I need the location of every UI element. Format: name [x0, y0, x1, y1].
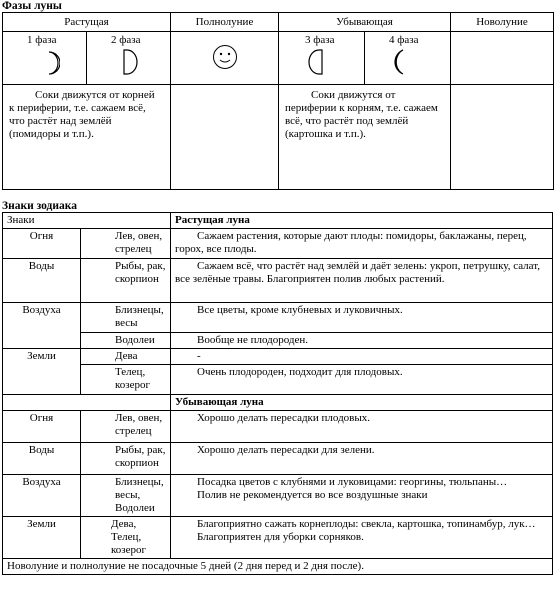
moon-phases-table [2, 12, 554, 190]
signs-fire-waning: Лев, овен, стрелец [81, 411, 171, 443]
element-water: Воды [3, 259, 81, 303]
phase-3-cell [279, 32, 365, 85]
advice-water-waning: Хорошо делать пересадки для зелени. [171, 443, 553, 475]
header-waning: Убывающая [279, 13, 451, 32]
advice-earth-waning-a: Благоприятно сажать корнеплоды: свекла, картошка, топинамбур, лук… [197, 518, 536, 530]
advice-earth-waning [171, 517, 553, 559]
element-earth-waning: Земли [3, 517, 81, 559]
footer-note: Новолуние и полнолуние не посадочные 5 дней (2 дня перед и 2 дня после). [3, 559, 553, 575]
advice-air-waning-b: Полив не рекомендуется во все воздушные знаки [197, 489, 428, 501]
signs-fire: Лев, овен, стрелец [81, 229, 171, 259]
new-moon-cell [451, 32, 554, 85]
smiley-full-moon-icon [212, 44, 238, 70]
waning-description [279, 85, 451, 190]
phase-2-cell [87, 32, 171, 85]
zodiac-title: Знаки зодиака [2, 200, 77, 212]
zodiac-table [2, 212, 553, 575]
waxing-moon-header: Растущая луна [171, 213, 553, 229]
signs-water: Рыбы, рак, скорпион [81, 259, 171, 303]
element-air: Воздуха [3, 303, 81, 349]
signs-air-waning-b: Водолеи [115, 502, 155, 514]
waning-spacer [3, 395, 171, 411]
waxing-text-line-1: Соки движутся от корней [35, 89, 155, 101]
element-air-waning: Воздуха [3, 475, 81, 517]
element-fire: Огня [3, 229, 81, 259]
advice-air-waxing-1: Все цветы, кроме клубневых и луковичных. [171, 303, 553, 333]
element-water-waning: Воды [3, 443, 81, 475]
signs-header: Знаки [3, 213, 171, 229]
full-moon-cell [171, 32, 279, 85]
waning-text-line-2: периферии к корням, т.е. сажаем всё, что растёт под землёй (картошка и т.п.). [285, 102, 438, 140]
advice-earth-waning-b: Благоприятен для уборки сорняков. [197, 531, 364, 543]
advice-fire-waxing: Сажаем растения, которые дают плоды: помидоры, баклажаны, перец, горох, все плоды. [171, 229, 553, 259]
advice-air-waxing-2: Вообще не плодороден. [171, 333, 553, 349]
signs-air-2: Водолеи [81, 333, 171, 349]
signs-air-1: Близнецы, весы [81, 303, 171, 333]
waxing-crescent-icon [46, 50, 60, 76]
phase-1-label: 1 фаза [27, 34, 57, 46]
advice-air-waning [171, 475, 553, 517]
header-new-moon: Новолуние [451, 13, 554, 32]
phase-4-cell [365, 32, 451, 85]
signs-earth-1: Дева [81, 349, 171, 365]
signs-air-waning [81, 475, 171, 517]
header-full-moon: Полнолуние [171, 13, 279, 32]
signs-water-waning: Рыбы, рак, скорпион [81, 443, 171, 475]
advice-water-waxing: Сажаем всё, что растёт над землёй и даёт зелень: укроп, петрушку, салат, все зелёные травы. Благоприятен полив любых растений. [171, 259, 553, 303]
waning-text-line-1: Соки движутся от [311, 89, 396, 101]
phase-4-label: 4 фаза [389, 34, 419, 46]
phase-3-label: 3 фаза [305, 34, 335, 46]
advice-earth-waxing-2: Очень плодороден, подходит для плодовых. [171, 365, 553, 395]
advice-air-waning-a: Посадка цветов с клубнями и луковицами: георгины, тюльпаны… [197, 476, 508, 488]
moon-phases-title: Фазы луны [2, 0, 62, 12]
element-earth: Земли [3, 349, 81, 395]
element-fire-waning: Огня [3, 411, 81, 443]
advice-fire-waning: Хорошо делать пересадки плодовых. [171, 411, 553, 443]
waxing-text-line-2: к периферии, т.е. сажаем всё, что растёт над землёй (помидоры и т.п.). [9, 102, 146, 140]
advice-earth-waxing-1: - [171, 349, 553, 365]
phase-2-label: 2 фаза [111, 34, 141, 46]
full-moon-description [171, 85, 279, 190]
waning-moon-header: Убывающая луна [171, 395, 553, 411]
waning-crescent-icon [387, 48, 405, 76]
phase-1-cell [3, 32, 87, 85]
signs-earth-2: Телец, козерог [81, 365, 171, 395]
signs-earth-waning: Дева, Телец, козерог [81, 517, 171, 559]
header-waxing: Растущая [3, 13, 171, 32]
signs-air-waning-a: Близнецы, весы, [115, 476, 164, 501]
new-moon-description [451, 85, 554, 190]
last-quarter-icon [307, 48, 325, 76]
waxing-description [3, 85, 171, 190]
first-quarter-icon [121, 48, 139, 76]
